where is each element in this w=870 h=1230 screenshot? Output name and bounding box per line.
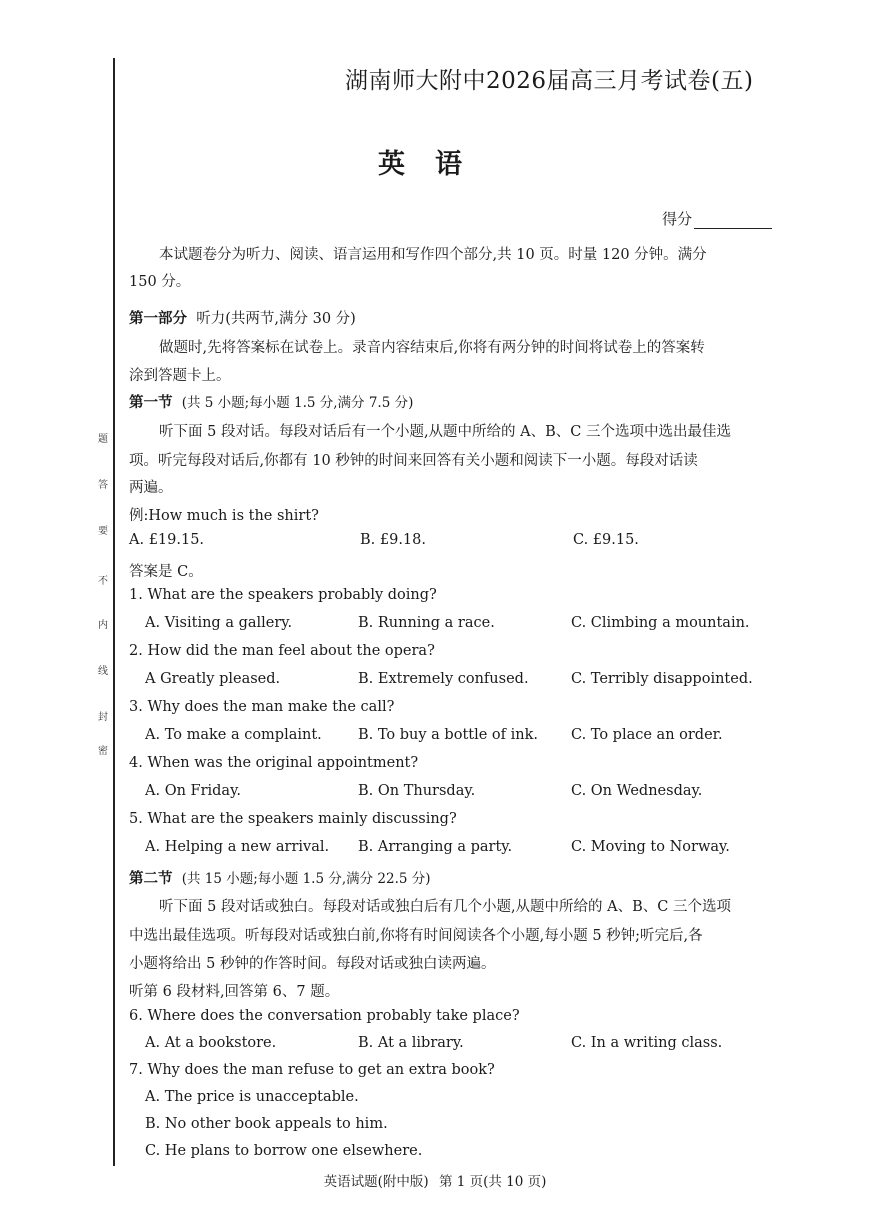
- question-stem: 7. Why does the man refuse to get an extra book?: [129, 1062, 495, 1078]
- binding-strip: [95, 430, 111, 790]
- subject-title: 英语: [378, 149, 492, 180]
- question-stem: 4. When was the original appointment?: [129, 755, 419, 771]
- example-question: 例:How much is the shirt?: [129, 508, 319, 524]
- section2-title: 第二节: [129, 870, 173, 887]
- question-options: [145, 615, 785, 635]
- binding-char: 答: [98, 480, 108, 491]
- question-options: [145, 839, 785, 859]
- section1-heading: [129, 391, 413, 412]
- option-a: A. On Friday.: [145, 783, 241, 799]
- instruction-line: 两遍。: [129, 480, 173, 496]
- option-c: C. In a writing class.: [571, 1035, 723, 1051]
- footer-title: 英语试题(附中版): [323, 1174, 429, 1190]
- option-c: C. He plans to borrow one elsewhere.: [145, 1143, 423, 1159]
- binding-char: 封: [98, 712, 108, 723]
- question-stem: 5. What are the speakers mainly discussing?: [129, 811, 457, 827]
- instruction-line: 听下面 5 段对话。每段对话后有一个小题,从题中所给的 A、B、C 三个选项中选出最佳选: [159, 424, 731, 440]
- question-options: [145, 727, 785, 747]
- option-c: C. To place an order.: [571, 727, 723, 743]
- part1-title: 第一部分: [129, 310, 187, 327]
- binding-char: 要: [98, 526, 108, 537]
- section2-heading: [129, 867, 431, 888]
- option-c: C. Moving to Norway.: [571, 839, 730, 855]
- option-a: A Greatly pleased.: [145, 671, 281, 687]
- option-b: B. On Thursday.: [358, 783, 476, 799]
- binding-char: 密: [98, 746, 108, 757]
- option-b: B. Arranging a party.: [358, 839, 513, 855]
- option-c: C. £9.15.: [573, 532, 639, 548]
- score-field: [662, 208, 772, 229]
- binding-char: 线: [98, 666, 108, 677]
- page-footer: [0, 1170, 870, 1190]
- part1-heading: [129, 307, 356, 328]
- intro-line: 本试题卷分为听力、阅读、语言运用和写作四个部分,共 10 页。时量 120 分钟。满分: [159, 247, 707, 263]
- binding-char: 内: [98, 620, 108, 631]
- example-answer: 答案是 C。: [129, 564, 203, 580]
- option-b: B. At a library.: [358, 1035, 464, 1051]
- instruction-line: 小题将给出 5 秒钟的作答时间。每段对话或独白读两遍。: [129, 956, 496, 972]
- question-options: [145, 671, 785, 691]
- section1-title: 第一节: [129, 394, 173, 411]
- option-b: B. £9.18.: [360, 532, 426, 548]
- exam-title: 湖南师大附中2026届高三月考试卷(五): [345, 68, 754, 94]
- question-stem: 2. How did the man feel about the opera?: [129, 643, 435, 659]
- instruction-line: 做题时,先将答案标在试卷上。录音内容结束后,你将有两分钟的时间将试卷上的答案转: [159, 340, 705, 356]
- option-c: C. Climbing a mountain.: [571, 615, 750, 631]
- question-stem: 6. Where does the conversation probably take place?: [129, 1008, 520, 1024]
- binding-char: 题: [98, 434, 108, 445]
- score-blank: [694, 214, 772, 229]
- question-options: [145, 1035, 785, 1055]
- intro-line: 150 分。: [129, 274, 191, 290]
- option-a: A. Helping a new arrival.: [145, 839, 330, 855]
- part1-note: 听力(共两节,满分 30 分): [196, 311, 356, 327]
- option-b: B. Running a race.: [358, 615, 495, 631]
- option-b: B. No other book appeals to him.: [145, 1116, 388, 1132]
- question-stem: 1. What are the speakers probably doing?: [129, 587, 437, 603]
- section1-note: (共 5 小题;每小题 1.5 分,满分 7.5 分): [181, 395, 414, 411]
- option-a: A. Visiting a gallery.: [145, 615, 293, 631]
- question-stem: 3. Why does the man make the call?: [129, 699, 395, 715]
- option-b: B. Extremely confused.: [358, 671, 529, 687]
- option-c: C. Terribly disappointed.: [571, 671, 753, 687]
- question-options: [145, 783, 785, 803]
- binding-margin-line: [113, 58, 115, 1166]
- material-note: 听第 6 段材料,回答第 6、7 题。: [129, 984, 340, 1000]
- option-b: B. To buy a bottle of ink.: [358, 727, 539, 743]
- option-c: C. On Wednesday.: [571, 783, 703, 799]
- section2-note: (共 15 小题;每小题 1.5 分,满分 22.5 分): [181, 871, 431, 887]
- instruction-line: 项。听完每段对话后,你都有 10 秒钟的时间来回答有关小题和阅读下一小题。每段对话读: [129, 453, 698, 469]
- option-a: A. To make a complaint.: [145, 727, 322, 743]
- binding-char: 不: [98, 576, 108, 587]
- option-a: A. £19.15.: [129, 532, 205, 548]
- footer-page: 第 1 页(共 10 页): [438, 1174, 547, 1190]
- example-options: [129, 532, 785, 552]
- option-a: A. The price is unacceptable.: [145, 1089, 359, 1105]
- instruction-line: 听下面 5 段对话或独白。每段对话或独白后有几个小题,从题中所给的 A、B、C 三个选项: [159, 899, 731, 915]
- instruction-line: 中选出最佳选项。听每段对话或独白前,你将有时间阅读各个小题,每小题 5 秒钟;听完后,各: [129, 928, 703, 944]
- option-a: A. At a bookstore.: [145, 1035, 277, 1051]
- score-label: 得分: [662, 210, 693, 228]
- instruction-line: 涂到答题卡上。: [129, 368, 231, 384]
